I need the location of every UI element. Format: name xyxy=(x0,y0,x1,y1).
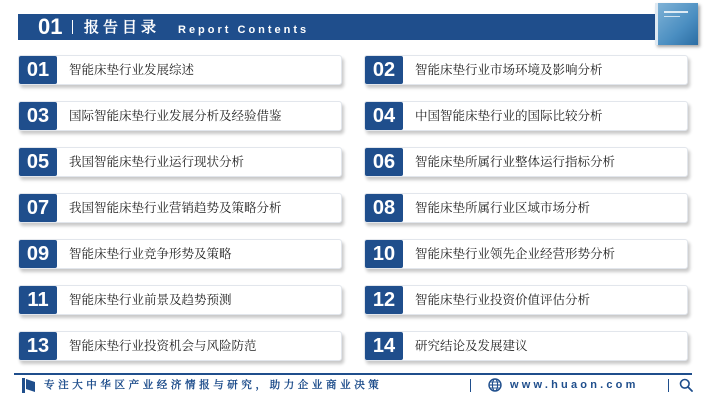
toc-item[interactable] xyxy=(18,239,342,269)
toc-label: 我国智能床垫行业运行现状分析 xyxy=(69,154,245,169)
brand-logo-icon xyxy=(22,378,36,393)
toc-label: 智能床垫所属行业整体运行指标分析 xyxy=(415,154,616,169)
toc-number: 13 xyxy=(19,332,57,360)
footer-slogan: 专注大中华区产业经济情报与研究，助力企业商业决策 xyxy=(44,379,383,391)
toc-number: 09 xyxy=(19,240,57,268)
footer-separator xyxy=(470,379,471,392)
toc-number: 05 xyxy=(19,148,57,176)
toc-item[interactable] xyxy=(18,55,342,85)
toc-item[interactable] xyxy=(364,101,688,131)
toc-label: 智能床垫行业投资机会与风险防范 xyxy=(69,338,257,353)
toc-number: 01 xyxy=(19,56,57,84)
toc-item[interactable] xyxy=(364,285,688,315)
toc-number: 04 xyxy=(365,102,403,130)
toc-item[interactable] xyxy=(364,239,688,269)
page-subtitle: Report Contents xyxy=(178,24,310,36)
toc-item[interactable] xyxy=(364,55,688,85)
toc-item[interactable] xyxy=(18,147,342,177)
toc-number: 06 xyxy=(365,148,403,176)
toc-item[interactable] xyxy=(364,331,688,361)
toc-number: 08 xyxy=(365,194,403,222)
footer-divider xyxy=(14,373,692,375)
toc-item[interactable] xyxy=(18,331,342,361)
footer-separator xyxy=(668,379,669,392)
report-cover-image xyxy=(655,3,698,45)
toc-label: 智能床垫行业领先企业经营形势分析 xyxy=(415,246,616,261)
toc-number: 07 xyxy=(19,194,57,222)
page-title: 报告目录 xyxy=(84,18,161,36)
toc-label: 智能床垫行业市场环境及影响分析 xyxy=(415,62,603,77)
toc-item[interactable] xyxy=(364,147,688,177)
toc-label: 研究结论及发展建议 xyxy=(415,338,528,353)
toc-item[interactable] xyxy=(18,101,342,131)
header-divider xyxy=(72,20,73,34)
website-link[interactable]: www.huaon.com xyxy=(510,379,639,391)
toc-item[interactable] xyxy=(18,285,342,315)
toc-label: 智能床垫行业前景及趋势预测 xyxy=(69,292,232,307)
toc-number: 10 xyxy=(365,240,403,268)
toc-label: 智能床垫行业投资价值评估分析 xyxy=(415,292,591,307)
toc-label: 国际智能床垫行业发展分析及经验借鉴 xyxy=(69,108,282,123)
toc-label: 智能床垫行业发展综述 xyxy=(69,62,195,77)
toc-number: 03 xyxy=(19,102,57,130)
toc-number: 12 xyxy=(365,286,403,314)
section-number: 01 xyxy=(38,14,63,39)
toc-label: 智能床垫行业竞争形势及策略 xyxy=(69,246,232,261)
toc-label: 智能床垫所属行业区域市场分析 xyxy=(415,200,591,215)
toc-item[interactable] xyxy=(18,193,342,223)
toc-number: 02 xyxy=(365,56,403,84)
toc-item[interactable] xyxy=(364,193,688,223)
toc-number: 14 xyxy=(365,332,403,360)
toc-label: 中国智能床垫行业的国际比较分析 xyxy=(415,108,603,123)
globe-icon xyxy=(488,378,502,392)
search-icon[interactable] xyxy=(679,378,693,392)
toc-number: 11 xyxy=(19,286,57,314)
toc-label: 我国智能床垫行业营销趋势及策略分析 xyxy=(69,200,282,215)
